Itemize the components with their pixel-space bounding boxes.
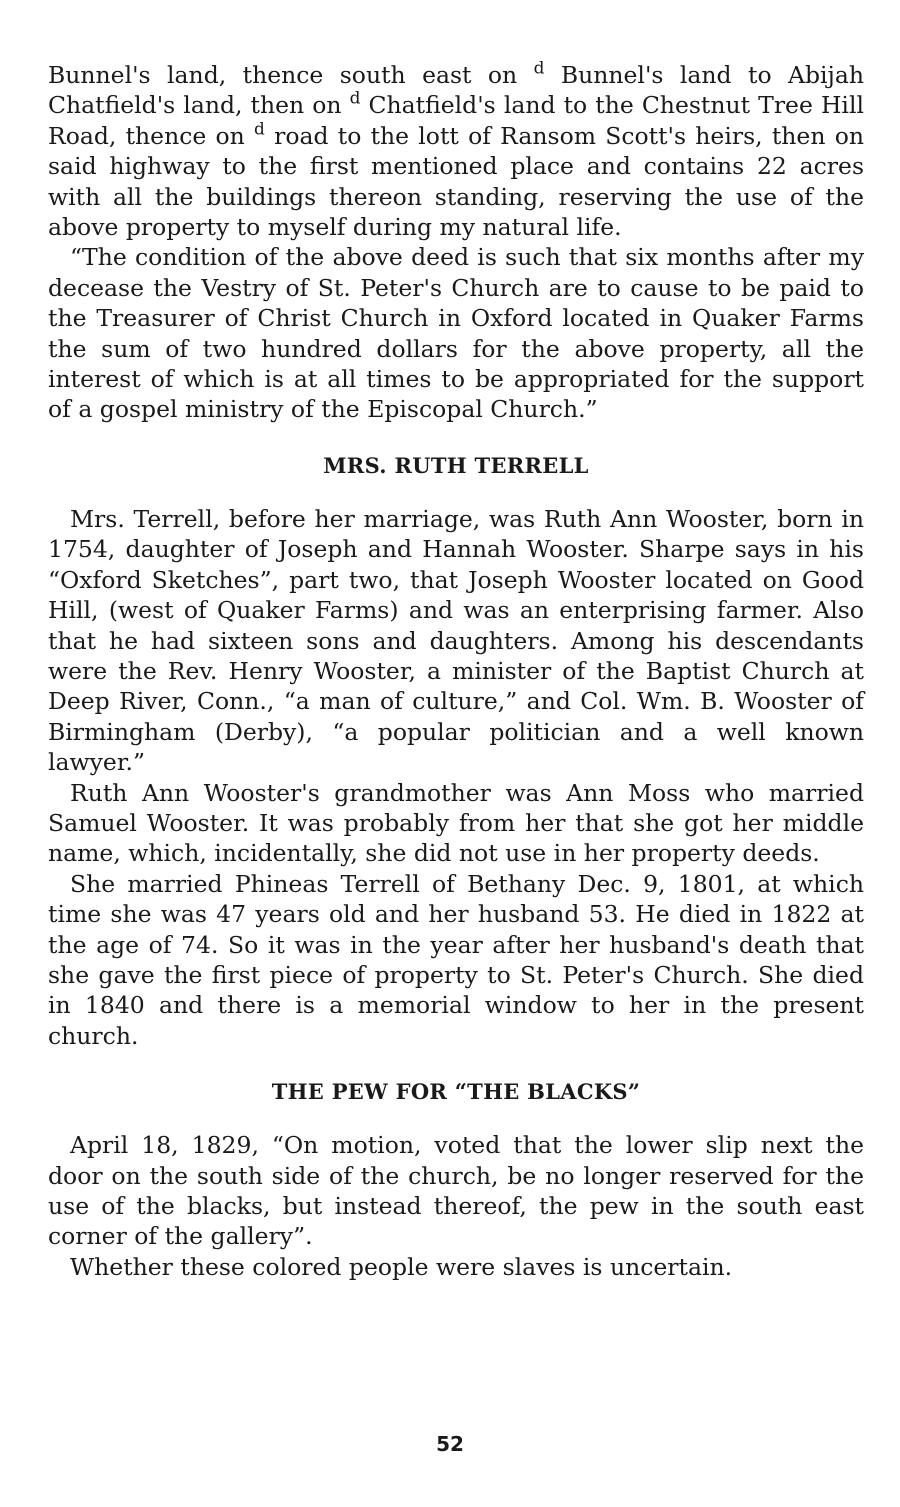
document-page	[48, 57, 864, 1282]
deed-text-2: Bunnel's land to Abijah Chatfield's land, then on	[48, 61, 864, 120]
deed-text-3: Chatfield's land to the Chestnut Tree Hill Road, thence on	[48, 91, 864, 150]
page-number: 52	[436, 1432, 464, 1456]
terrell-paragraph: Ruth Ann Wooster's grandmother was Ann Moss who married Samuel Wooster. It was probably from her that she got her middle name, which, incidentally, she did not use in her property deeds.	[48, 778, 864, 868]
pew-paragraph: Whether these colored people were slaves is uncertain.	[70, 1252, 733, 1281]
terrell-paragraph: Mrs. Terrell, before her marriage, was Ruth Ann Wooster, born in 1754, daughter of Joseph and Hannah Wooster. Sharpe says in his “Oxford Sketches”, part two, that Joseph Wooster located on Good Hill, (west of Quaker Farms) and was an enterprising farmer. Also that he had sixteen sons and daughters. Among his descendants were the Rev. Henry Wooster, a minister of the Baptist Church at Deep River, Conn., “a man of culture,” and Col. Wm. B. Wooster of Birmingham (Derby), “a popular politician and a well known lawyer.”	[48, 504, 864, 777]
section-heading-pew-for-the-blacks: THE PEW FOR “THE BLACKS”	[271, 1079, 641, 1105]
pew-paragraph: April 18, 1829, “On motion, voted that the lower slip next the door on the south side of the church, be no longer reserved for the use of the blacks, but instead thereof, the pew in the south east corner of the gallery”.	[48, 1131, 864, 1251]
superscript-d: d	[349, 88, 361, 109]
section-heading-ruth-terrell: MRS. RUTH TERRELL	[323, 452, 589, 478]
deed-condition-paragraph: “The condition of the above deed is such that six months after my decease the Vestry of St. Peter's Church are to cause to be paid to the Treasurer of Christ Church in Oxford located in Quaker Farms the sum of two hundred dollars for the above property, all the interest of which is at all times to be appropriated for the support of a gospel ministry of the Episcopal Church.”	[48, 243, 864, 424]
deed-text-1: Bunnel's land, thence south east on	[48, 61, 534, 89]
deed-paragraph-continued	[48, 57, 864, 242]
superscript-d: d	[533, 57, 545, 78]
deed-text-4: road to the lott of Ransom Scott's heirs, then on said highway to the first mentioned place and contains 22 acres with all the buildings thereon standing, reserving the use of the above property to myself during my natural life.	[48, 121, 864, 242]
terrell-paragraph: She married Phineas Terrell of Bethany Dec. 9, 1801, at which time she was 47 years old and her husband 53. He died in 1822 at the age of 74. So it was in the year after her husband's death that she gave the first piece of property to St. Peter's Church. She died in 1840 and there is a memorial window to her in the present church.	[48, 869, 864, 1050]
superscript-d: d	[254, 118, 265, 139]
